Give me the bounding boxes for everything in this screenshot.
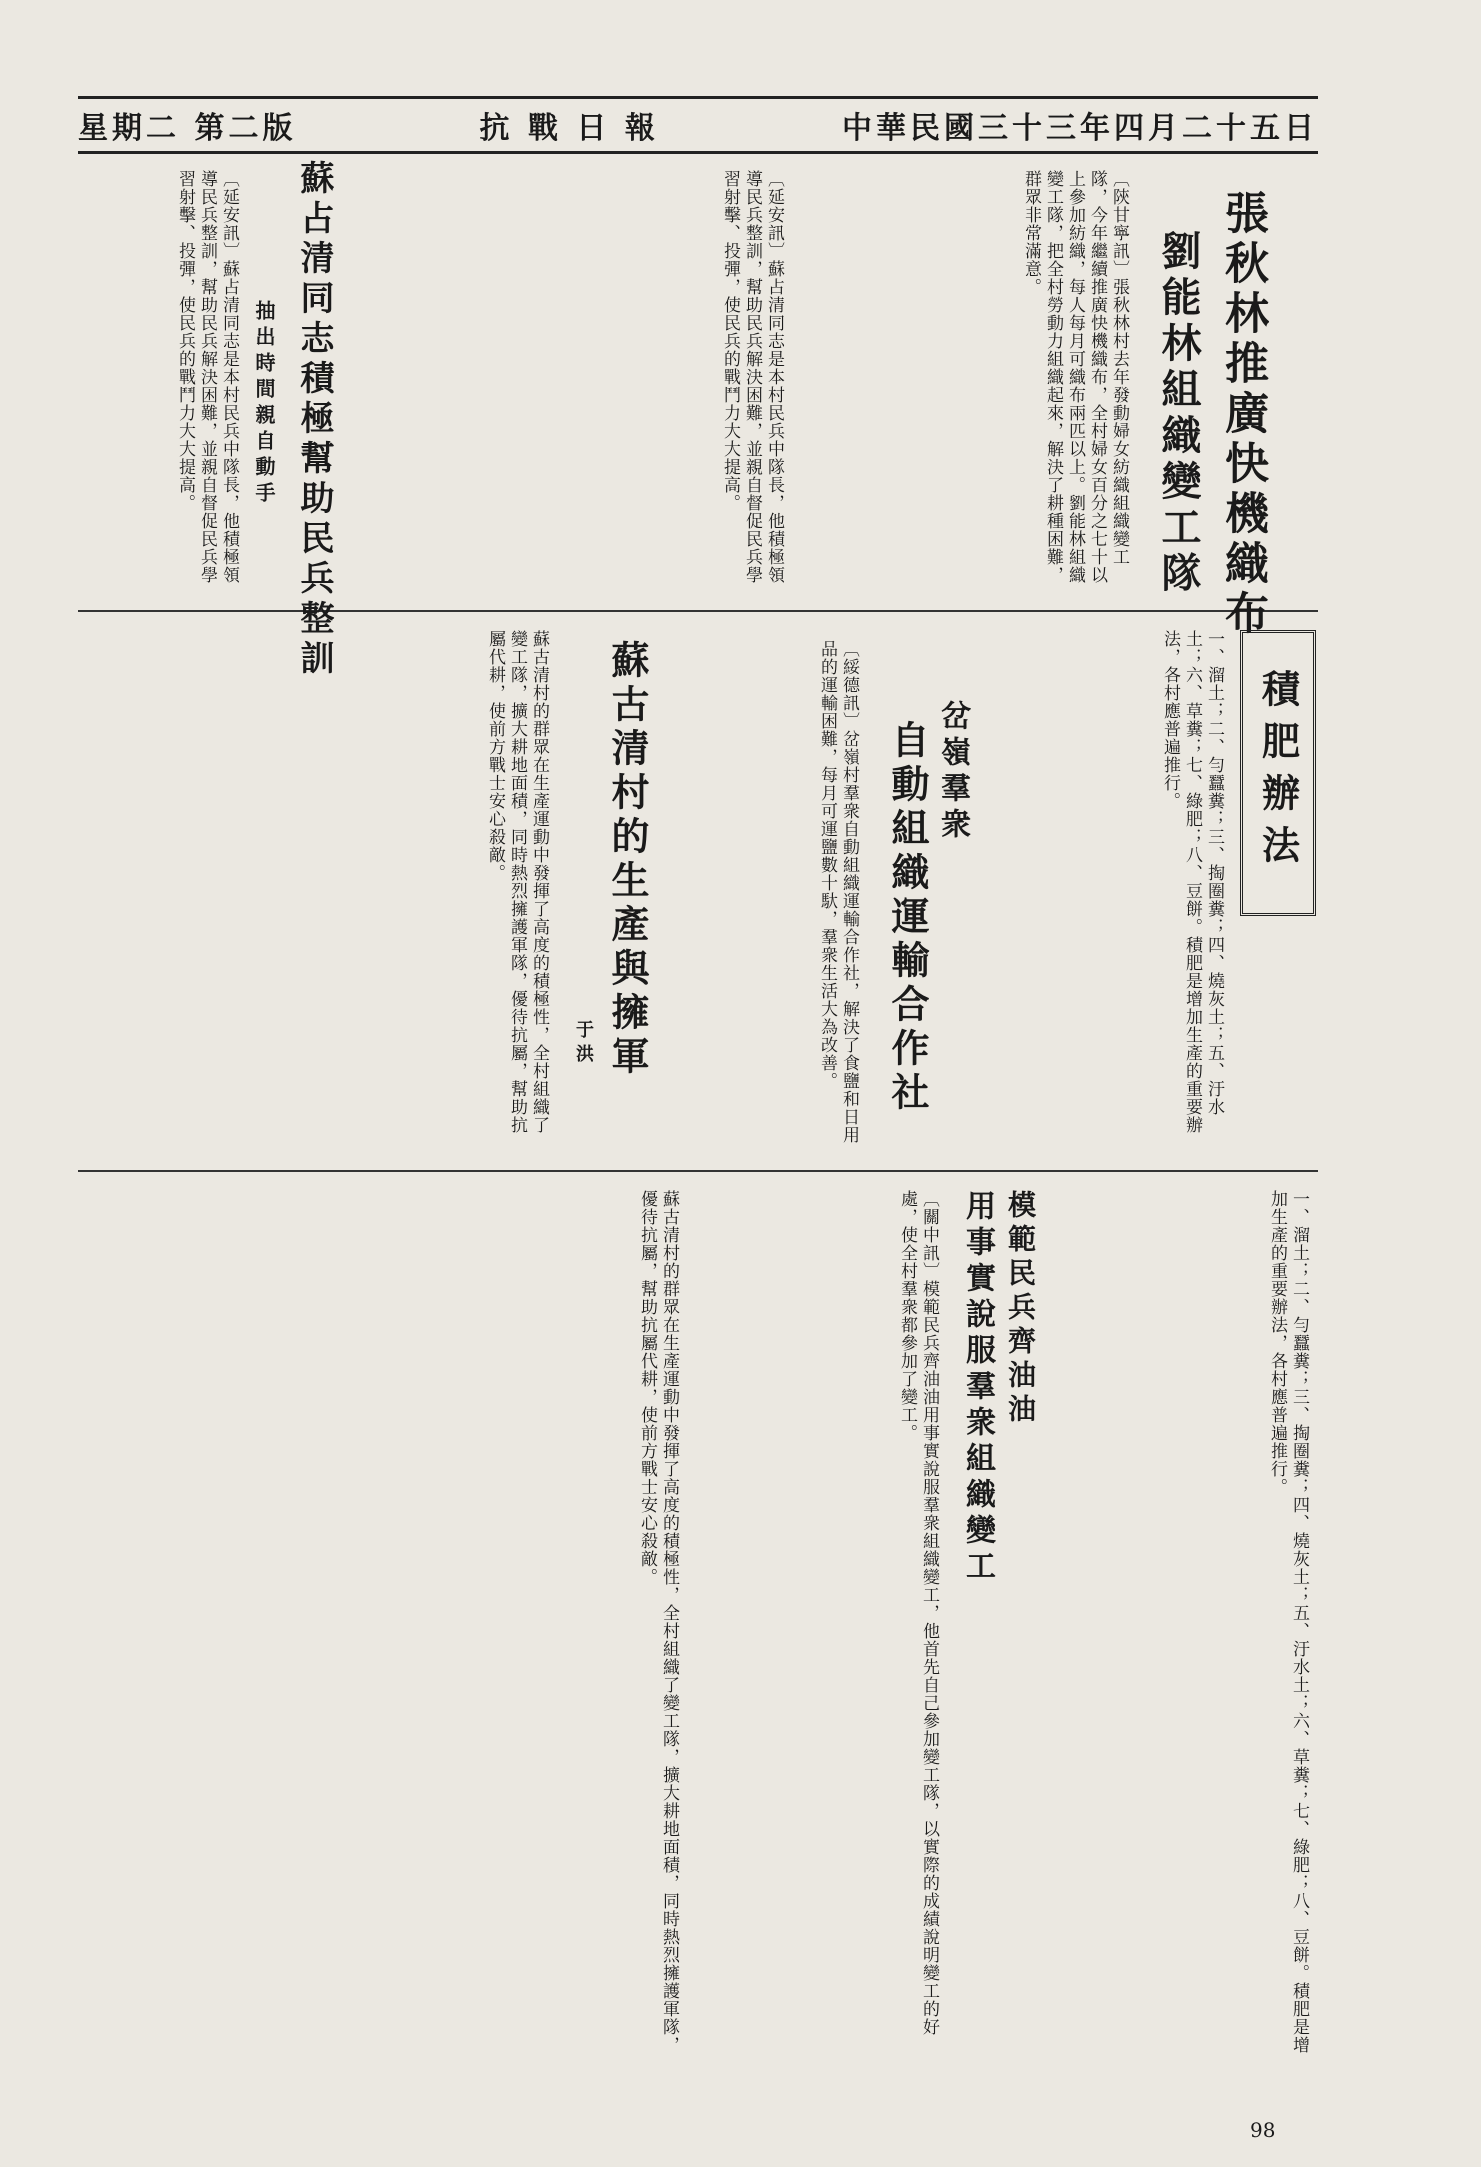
article5-body: 蘇古清村的群眾在生產運動中發揮了高度的積極性，全村組織了變工隊，擴大耕地面積，同時熱烈擁護軍隊，優待抗屬，幫助抗屬代耕，使前方戰士安心殺敵。 bbox=[485, 630, 549, 1134]
article3-headline bbox=[1240, 630, 1316, 916]
article1-body: 〔陝甘寧訊〕張秋林村去年發動婦女紡織組織變工隊，今年繼續推廣快機織布，全村婦女百分之七十以上參加紡織，每人每月可織布兩匹以上。劉能林組織變工隊，把全村勞動力組織起來，解決了耕種困難，群眾非常滿意。 bbox=[1021, 170, 1129, 584]
article2-body: 〔延安訊〕蘇占清同志是本村民兵中隊長，他積極領導民兵整訓，幫助民兵解決困難，並親自督促民兵學習射擊、投彈，使民兵的戰鬥力大大提高。 bbox=[175, 170, 239, 584]
section-divider-upper bbox=[78, 610, 1318, 612]
article5-headline: 蘇古清村的生產與擁軍 bbox=[605, 640, 650, 1080]
article5-byline: 于洪 bbox=[573, 1020, 594, 1068]
page-number: 98 bbox=[1250, 2118, 1276, 2142]
article4-body: 〔綏德訊〕岔嶺村羣衆自動組織運輸合作社，解決了食鹽和日用品的運輸困難，每月可運鹽數十馱，羣衆生活大為改善。 bbox=[817, 640, 859, 1144]
article6-body: 〔關中訊〕模範民兵齊油油用事實說服羣衆組織變工，他首先自己參加變工隊，以實際的成績說明變工的好處，使全村羣衆都參加了變工。 bbox=[897, 1190, 939, 2036]
article3-body: 一、溜土；二、勻蠶糞；三、掏圈糞；四、燒灰土；五、汙水土；六、草糞；七、綠肥；八、豆餅。積肥是增加生產的重要辦法，各村應普遍推行。 bbox=[1160, 630, 1224, 1134]
article2-headline: 蘇占清同志積極幫助民兵整訓 bbox=[294, 160, 334, 680]
section-divider-lower bbox=[78, 1170, 1318, 1172]
masthead-date: 中華民國三十三年四月二十五日 bbox=[841, 111, 1318, 146]
article5-continued: 蘇古清村的群眾在生產運動中發揮了高度的積極性，全村組織了變工隊，擴大耕地面積，同時熱烈擁護軍隊，優待抗屬，幫助抗屬代耕，使前方戰士安心殺敵。 bbox=[637, 1190, 679, 2054]
article1-headline-1: 張秋林推廣快機織布 bbox=[1217, 190, 1268, 640]
article1-headline-2: 劉能林組織變工隊 bbox=[1155, 230, 1202, 598]
article6-headline: 模範民兵齊油油 bbox=[1004, 1190, 1037, 1428]
article2-subhead: 抽出時間親自動手 bbox=[252, 300, 276, 508]
article2-continued: 〔延安訊〕蘇占清同志是本村民兵中隊長，他積極領導民兵整訓，幫助民兵解決困難，並親自督促民兵學習射擊、投彈，使民兵的戰鬥力大大提高。 bbox=[720, 170, 784, 584]
article3-continued: 一、溜土；二、勻蠶糞；三、掏圈糞；四、燒灰土；五、汙水土；六、草糞；七、綠肥；八、豆餅。積肥是增加生產的重要辦法，各村應普遍推行。 bbox=[1267, 1190, 1309, 2054]
masthead-issue: 星期二 第二版 bbox=[78, 111, 297, 146]
article4-headline: 自動組織運輸合作社 bbox=[885, 720, 930, 1116]
article3-headline-text: 積肥辦法 bbox=[1255, 669, 1301, 877]
article6-subhead: 用事實說服羣衆組織變工 bbox=[960, 1190, 995, 1586]
masthead bbox=[78, 96, 1318, 154]
masthead-title: 抗 戰 日 報 bbox=[479, 111, 659, 146]
article4-subhead: 岔嶺羣衆 bbox=[935, 700, 970, 844]
